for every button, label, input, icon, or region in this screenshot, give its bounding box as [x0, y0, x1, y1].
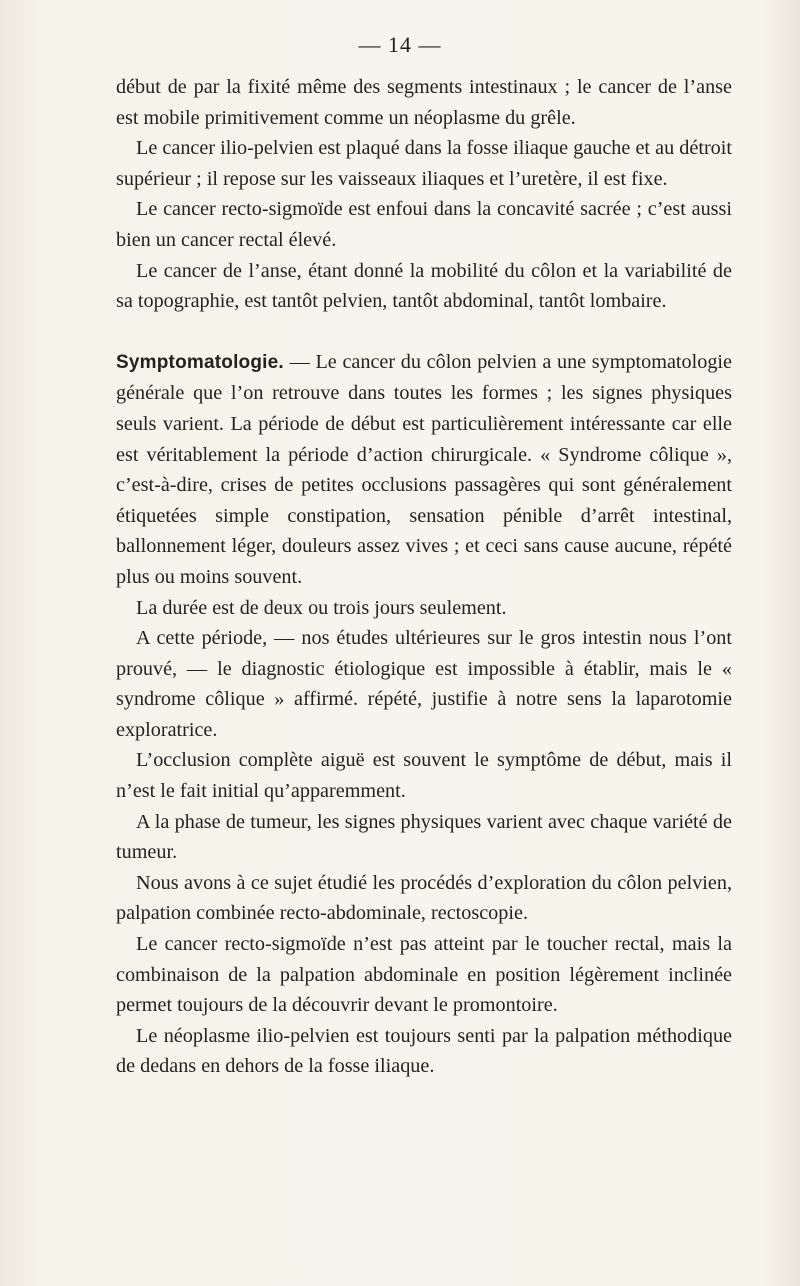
section-paragraph [116, 347, 732, 593]
paragraph: Le cancer recto-sigmoïde n’est pas atteint par le toucher rectal, mais la combinaison de la palpation abdominale en position légèrement inclinée permet toujours de la découvrir devant le promontoire. [116, 933, 732, 1017]
page-number: — 14 — [358, 32, 442, 57]
section-heading: Symptomatologie. [116, 351, 284, 373]
section-spacer [116, 317, 732, 347]
section-intro-text: — Le cancer du côlon pelvien a une symptomatologie générale que l’on retrouve dans toutes les formes ; les signes physiques seuls varient. La période de début est particulièrement intéressante car elle est véritablement la période d’action chirurgicale. « Syndrome côlique », c’est-à-dire, crises de petites occlusions passagères qui sont généralement étiquetées simple constipation, sensation pénible d’arrêt intestinal, ballonnement léger, douleurs assez vives ; et ceci sans cause aucune, répété plus ou moins souvent. [116, 350, 732, 588]
paragraph: Le cancer recto-sigmoïde est enfoui dans la concavité sacrée ; c’est aussi bien un cancer rectal élevé. [116, 198, 732, 251]
paragraph: L’occlusion complète aiguë est souvent le symptôme de début, mais il n’est le fait initial qu’apparemment. [116, 749, 732, 803]
paragraph: Nous avons à ce sujet étudié les procédés d’exploration du côlon pelvien, palpation combinée recto-abdominale, rectoscopie. [116, 871, 732, 925]
paragraph: Le cancer de l’anse, étant donné la mobilité du côlon et la variabilité de sa topographie, est tantôt pelvien, tantôt abdominal, tantôt lombaire. [116, 259, 732, 313]
paragraph: Le cancer ilio-pelvien est plaqué dans la fosse iliaque gauche et au détroit supérieur ; il repose sur les vaisseaux iliaques et l’uretère, il est fixe. [116, 137, 732, 190]
paragraph: Le néoplasme ilio-pelvien est toujours senti par la palpation méthodique de dedans en dehors de la fosse iliaque. [116, 1024, 732, 1078]
paragraph: début de par la fixité même des segments intestinaux ; le cancer de l’anse est mobile primitivement comme un néoplasme du grêle. [116, 76, 732, 129]
paragraph: La durée est de deux ou trois jours seulement. [136, 596, 507, 619]
paragraph: A la phase de tumeur, les signes physiques varient avec chaque variété de tumeur. [116, 810, 732, 864]
paragraph: A cette période, — nos études ultérieures sur le gros intestin nous l’ont prouvé, — le diagnostic étiologique est impossible à établir, mais le « syndrome côlique » affirmé. répété, justifie à notre sens la laparotomie exploratrice. [116, 627, 732, 741]
page-body [116, 72, 732, 1082]
